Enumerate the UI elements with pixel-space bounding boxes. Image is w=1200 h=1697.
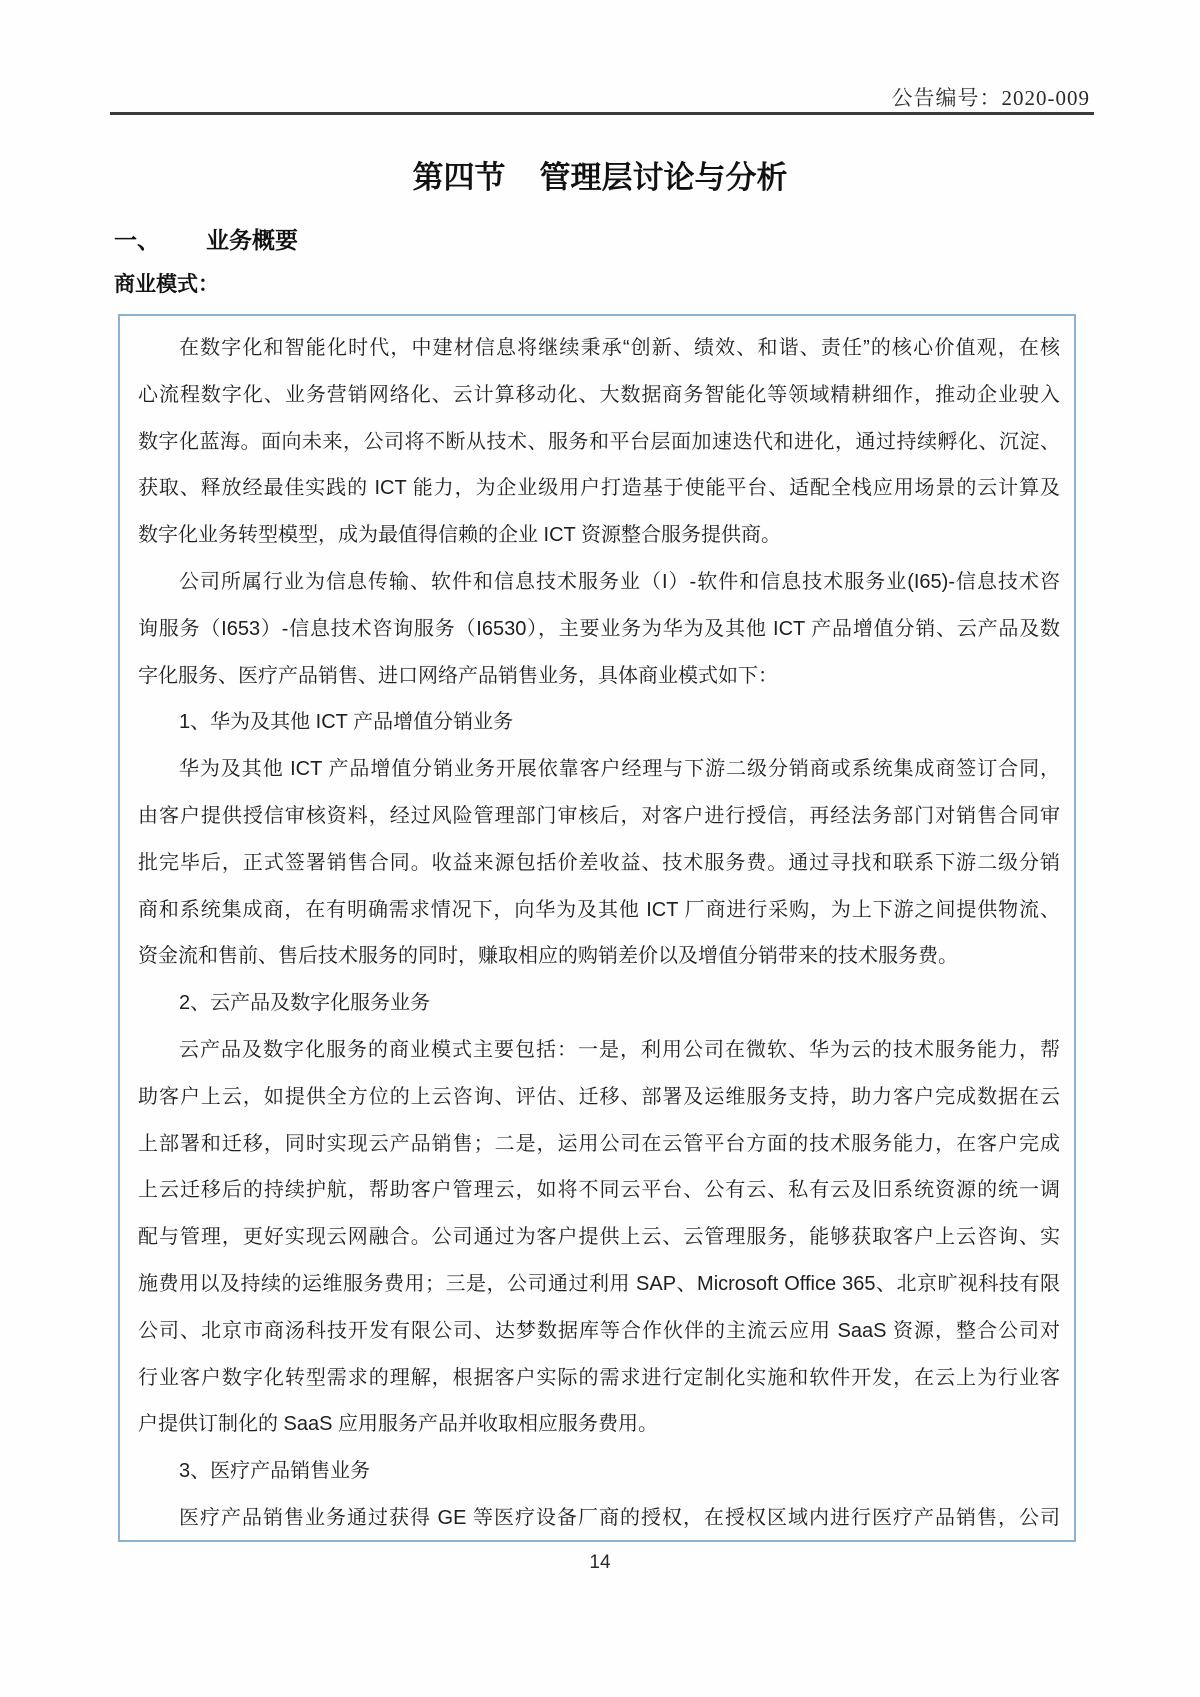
text-line: 获取、释放经最佳实践的 ICT 能力，为企业级用户打造基于使能平台、适配全栈应用场景的云计算及 [138,477,1060,500]
text-line: 配与管理，更好实现云网融合。公司通过为客户提供上云、云管理服务，能够获取客户上云咨询、实 [138,1226,1060,1249]
text-line: 在数字化和智能化时代，中建材信息将继续秉承“创新、绩效、和谐、责任”的核心价值观，在核 [179,337,1060,359]
page-title-text: 管理层讨论与分析 [539,160,788,195]
text-line: 3、医疗产品销售业务 [179,1460,371,1483]
text-line: 户提供订制化的 SaaS 应用服务产品并收取相应服务费用。 [138,1413,659,1436]
text-line: 助客户上云，如提供全方位的上云咨询、评估、迁移、部署及运维服务支持，助力客户完成数据在云 [138,1085,1060,1108]
page-title-section: 第四节 [412,160,506,195]
text-line: 公司所属行业为信息传输、软件和信息技术服务业（I）-软件和信息技术服务业(I65)-信息技术咨 [179,570,1060,593]
text-line: 施费用以及持续的运维服务费用；三是，公司通过利用 SAP、Microsoft Office 365、北京旷视科技有限 [138,1272,1060,1295]
section-number: 一、 [114,227,160,253]
text-line: 云产品及数字化服务的商业模式主要包括：一是，利用公司在微软、华为云的技术服务能力，帮 [179,1038,1060,1061]
text-line: 数字化蓝海。面向未来，公司将不断从技术、服务和平台层面加速迭代和进化，通过持续孵化、沉淀、 [138,430,1060,453]
text-line: 询服务（I653）-信息技术咨询服务（I6530），主要业务为华为及其他 ICT 产品增值分销、云产品及数 [138,617,1060,640]
business-model-label: 商业模式： [114,273,219,296]
page-number: 14 [589,1552,611,1573]
business-model-box [118,314,1076,1542]
text-line: 数字化业务转型模型，成为最值得信赖的企业 ICT 资源整合服务提供商。 [138,524,781,547]
text-line: 1、华为及其他 ICT 产品增值分销业务 [179,711,514,734]
text-line: 字化服务、医疗产品销售、进口网络产品销售业务，具体商业模式如下： [138,664,778,687]
text-line: 资金流和售前、售后技术服务的同时，赚取相应的购销差价以及增值分销带来的技术服务费。 [138,945,958,968]
text-line: 行业客户数字化转型需求的理解，根据客户实际的需求进行定制化实施和软件开发，在云上为行业客 [138,1366,1060,1389]
text-line: 上云迁移后的持续护航，帮助客户管理云，如将不同云平台、公有云、私有云及旧系统资源的统一调 [138,1179,1060,1202]
header-divider [110,112,1094,115]
text-line: 商和系统集成商，在有明确需求情况下，向华为及其他 ICT 厂商进行采购，为上下游之间提供物流、 [138,898,1060,921]
text-line: 公司、北京市商汤科技开发有限公司、达梦数据库等合作伙伴的主流云应用 SaaS 资源，整合公司对 [138,1319,1060,1342]
text-line: 由客户提供授信审核资料，经过风险管理部门审核后，对客户进行授信，再经法务部门对销售合同审 [138,804,1060,827]
text-line: 批完毕后，正式签署销售合同。收益来源包括价差收益、技术服务费。通过寻找和联系下游二级分销 [138,851,1060,874]
section-heading [114,222,298,255]
text-line: 心流程数字化、业务营销网络化、云计算移动化、大数据商务智能化等领域精耕细作，推动企业驶入 [138,383,1060,406]
text-line: 上部署和迁移，同时实现云产品销售；二是，运用公司在云管平台方面的技术服务能力，在客户完成 [138,1132,1060,1155]
text-line: 2、云产品及数字化服务业务 [179,992,431,1015]
section-label: 业务概要 [206,227,298,253]
text-line: 华为及其他 ICT 产品增值分销业务开展依靠客户经理与下游二级分销商或系统集成商签订合同， [179,758,1060,781]
text-line: 医疗产品销售业务通过获得 GE 等医疗设备厂商的授权，在授权区域内进行医疗产品销售，公司 [179,1506,1060,1529]
page-title [0,152,1200,197]
announcement-number: 公告编号：2020-009 [891,86,1090,110]
